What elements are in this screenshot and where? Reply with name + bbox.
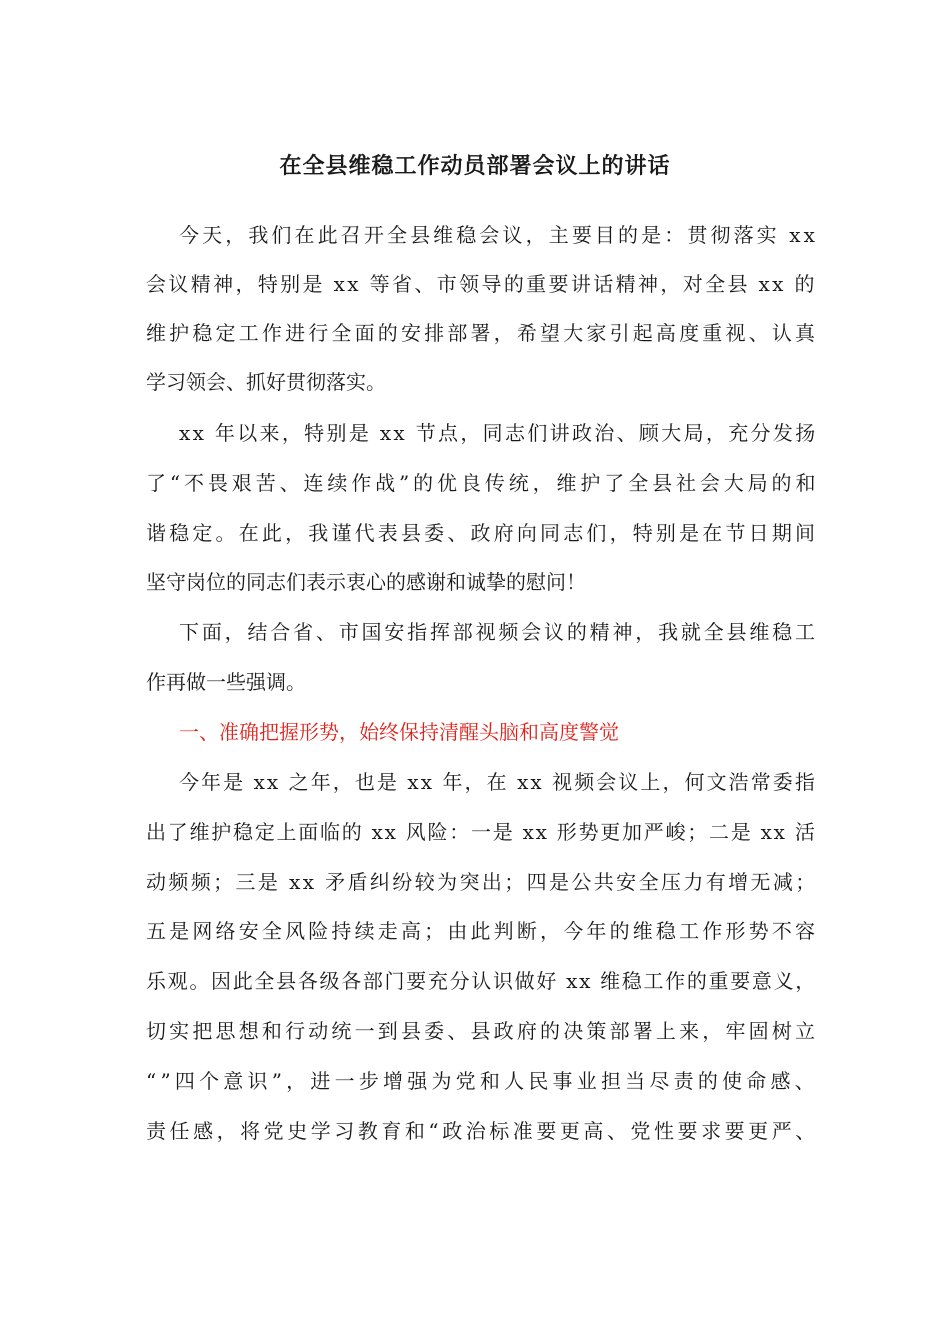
paragraph-line: 作再做一些强调。 xyxy=(146,670,306,694)
paragraph-line: 五是网络安全风险持续走高；由此判断，今年的维稳工作形势不容 xyxy=(146,919,819,943)
paragraph-line: 维护稳定工作进行全面的安排部署，希望大家引起高度重视、认真 xyxy=(146,321,819,345)
paragraph-line: 下面，结合省、市国安指挥部视频会议的精神，我就全县维稳工 xyxy=(179,620,818,644)
paragraph-line: 动频频；三是 xx 矛盾纠纷较为突出；四是公共安全压力有增无减； xyxy=(146,870,818,894)
paragraph-line: 坚守岗位的同志们表示衷心的感谢和诚挚的慰问！ xyxy=(146,570,586,594)
section-heading: 一、准确把握形势，始终保持清醒头脑和高度警觉 xyxy=(179,720,619,744)
paragraph-line: 乐观。因此全县各级各部门要充分认识做好 xx 维稳工作的重要意义， xyxy=(146,969,817,993)
paragraph-line: 今天，我们在此召开全县维稳会议，主要目的是：贯彻落实 xx xyxy=(179,223,819,247)
paragraph-line: 今年是 xx 之年，也是 xx 年，在 xx 视频会议上，何文浩常委指 xyxy=(179,770,817,794)
paragraph-line: xx 年以来，特别是 xx 节点，同志们讲政治、顾大局，充分发扬 xyxy=(179,421,818,445)
paragraph-line: 谐稳定。在此，我谨代表县委、政府向同志们，特别是在节日期间 xyxy=(146,521,819,545)
paragraph-line: 了“不畏艰苦、连续作战”的优良传统，维护了全县社会大局的和 xyxy=(146,471,820,495)
paragraph-line: 切实把思想和行动统一到县委、县政府的决策部署上来，牢固树立 xyxy=(146,1019,819,1043)
paragraph-line: “”四个意识”，进一步增强为党和人民事业担当尽责的使命感、 xyxy=(146,1069,819,1093)
paragraph-line: 学习领会、抓好贯彻落实。 xyxy=(146,370,386,394)
paragraph-line: 责任感，将党史学习教育和“政治标准要更高、党性要求要更严、 xyxy=(146,1119,819,1143)
paragraph-line: 会议精神，特别是 xx 等省、市领导的重要讲话精神，对全县 xx 的 xyxy=(146,272,817,296)
document-title: 在全县维稳工作动员部署会议上的讲话 xyxy=(279,153,671,179)
paragraph-line: 出了维护稳定上面临的 xx 风险：一是 xx 形势更加严峻；二是 xx 活 xyxy=(146,820,817,844)
